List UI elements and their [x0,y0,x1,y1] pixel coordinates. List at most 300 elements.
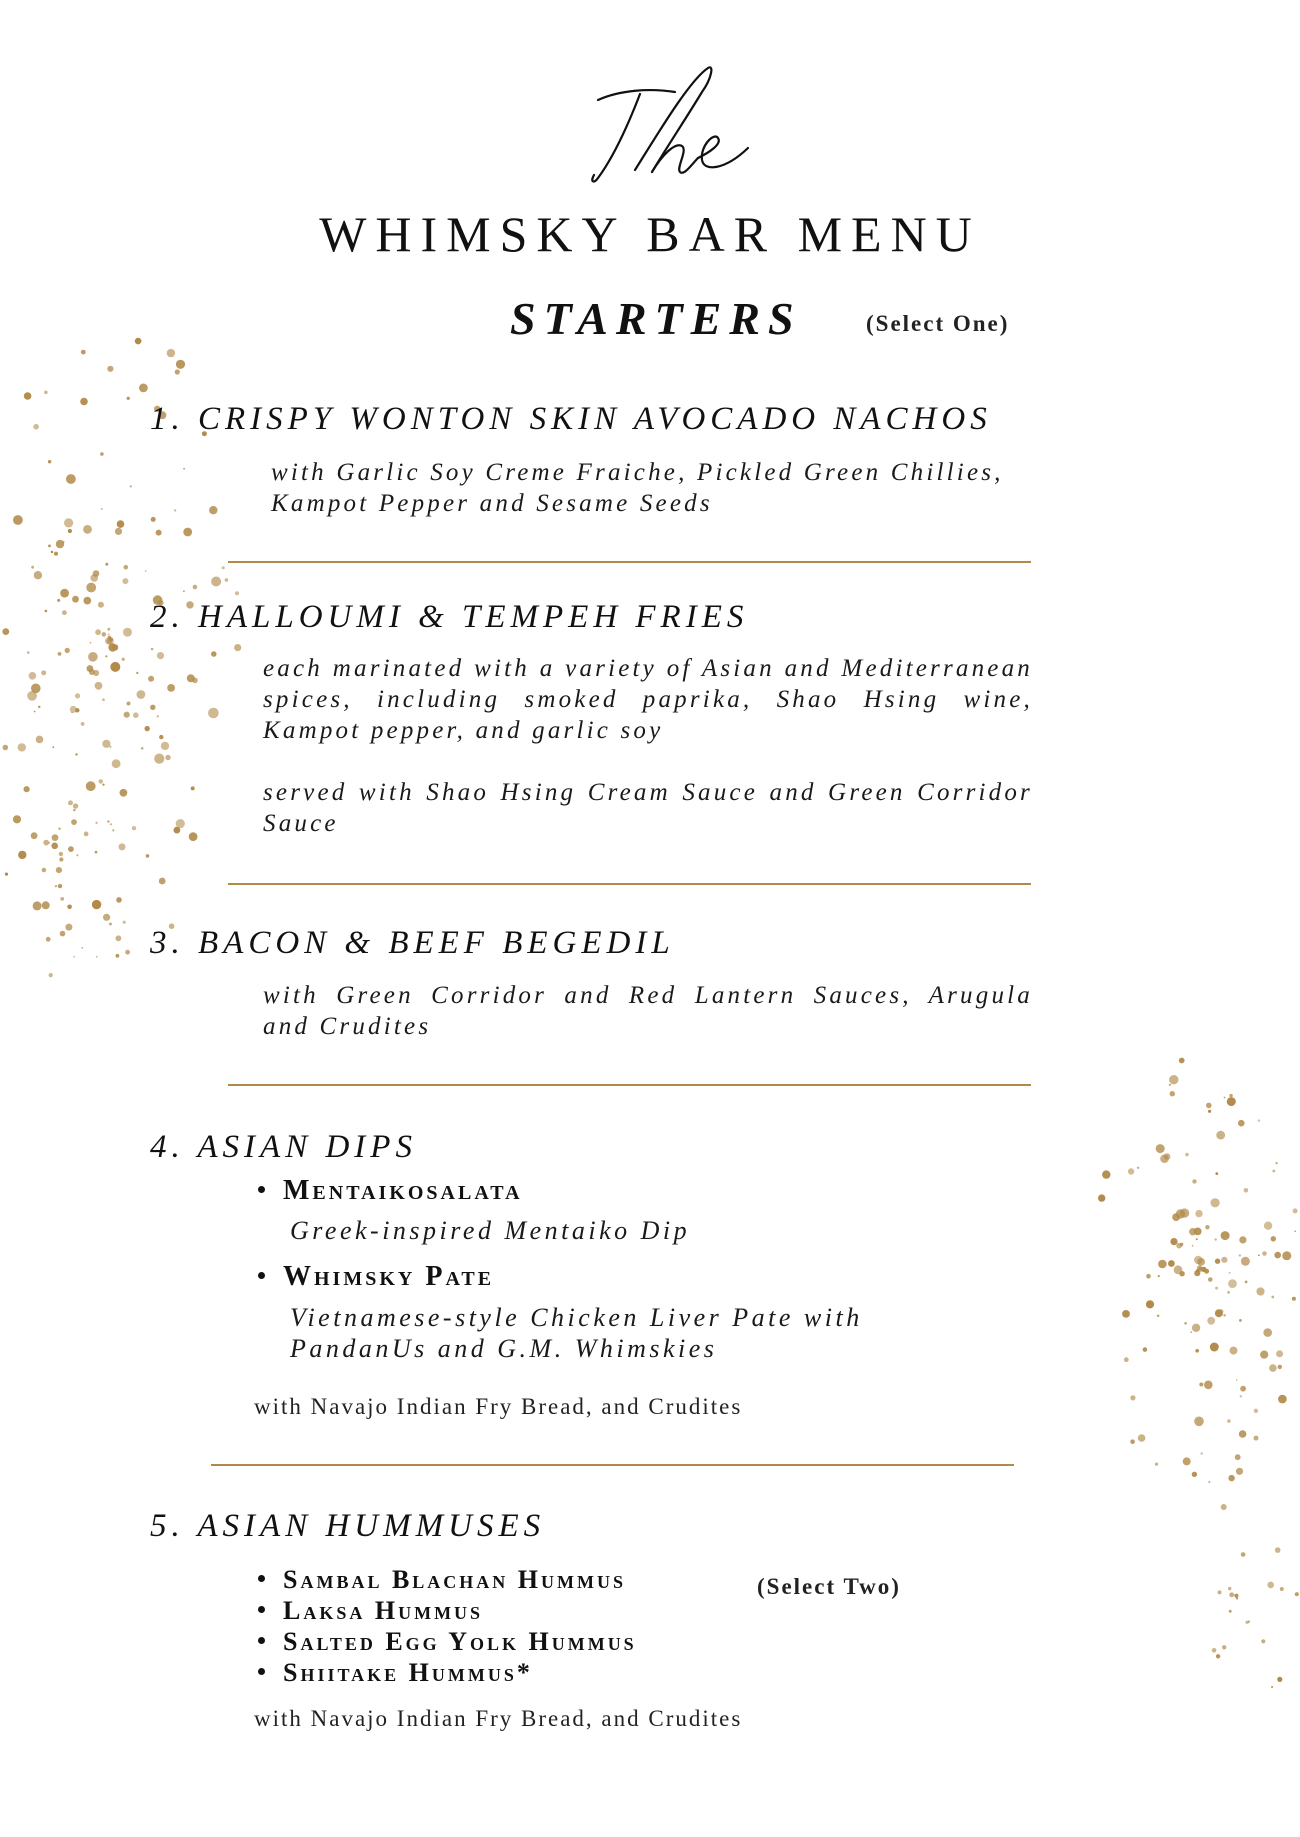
gold-speckle [1222,1645,1226,1649]
gold-speckle [66,474,76,484]
gold-speckle [101,508,103,510]
gold-speckle [107,820,109,822]
gold-speckle [81,350,86,355]
dip-name: Mentaikosalata [283,1175,523,1206]
gold-speckle [52,834,59,841]
gold-speckle [145,570,147,572]
gold-speckle [145,726,150,731]
gold-speckle [110,746,112,748]
gold-speckle [1195,1210,1202,1217]
gold-speckle [57,599,60,602]
hummus-name: Laksa Hummus [283,1596,484,1625]
gold-speckle [1155,1463,1158,1466]
gold-speckle [42,868,47,873]
gold-speckle [1204,1381,1213,1390]
gold-speckle [1218,1590,1222,1594]
gold-speckle [87,665,94,672]
gold-speckle [1258,1119,1260,1121]
gold-speckle [136,672,138,674]
gold-speckle [189,832,198,841]
gold-speckle [1164,1153,1171,1160]
hummus-list [258,1565,637,1689]
gold-speckle [1240,1386,1246,1392]
gold-speckle [1221,1231,1230,1240]
gold-speckle [31,832,38,839]
gold-speckle [90,642,92,644]
gold-speckle [1228,1475,1234,1481]
gold-speckle [1170,1091,1175,1096]
item-title-asian-hummuses: 5. ASIAN HUMMUSES [150,1508,546,1544]
gold-speckle [1234,1594,1238,1598]
item-title-nachos: 1. CRISPY WONTON SKIN AVOCADO NACHOS [150,401,992,437]
gold-speckle [75,753,77,755]
gold-speckle [75,693,80,698]
gold-speckle [1228,1279,1237,1288]
gold-speckle [80,398,88,406]
gold-speckle [1211,1198,1220,1207]
gold-speckle [1241,1552,1246,1557]
gold-speckle [1215,1172,1218,1175]
gold-speckle [65,648,70,653]
gold-speckle [93,670,99,676]
gold-speckle [1239,1254,1241,1256]
gold-speckle [1158,1260,1167,1269]
gold-speckle [33,424,39,430]
gold-speckle [1236,1379,1238,1381]
gold-speckle [62,610,67,615]
gold-speckle [18,743,26,751]
gold-speckle [1238,1120,1245,1127]
divider [228,883,1031,885]
gold-speckle [83,597,91,605]
gold-speckle [1156,1144,1165,1153]
gold-speckle [1261,1639,1265,1643]
gold-speckle [60,897,64,901]
gold-speckle [124,712,130,718]
gold-speckle [161,742,169,750]
gold-speckle [1262,1251,1267,1256]
gold-speckle [29,672,37,680]
gold-speckle [1194,1417,1204,1427]
gold-speckle [44,391,48,395]
gold-speckle [1229,1592,1234,1597]
gold-speckle [33,901,42,910]
gold-speckle [148,676,154,682]
gold-speckle [1239,1319,1242,1322]
gold-speckle [1208,1481,1210,1483]
gold-speckle [107,628,110,631]
gold-speckle [95,682,103,690]
gold-speckle [122,578,128,584]
gold-speckle [1130,1395,1135,1400]
gold-speckle [1295,1592,1299,1596]
gold-speckle [146,854,150,858]
gold-speckle [96,956,98,958]
gold-speckle [1207,1317,1215,1325]
gold-speckle [1240,1395,1242,1397]
gold-speckle [1216,1654,1220,1658]
gold-speckle [52,746,54,748]
gold-speckle [42,901,50,909]
gold-speckle [1212,1648,1217,1653]
gold-speckle [1192,1179,1196,1183]
bullet-icon [258,1575,265,1582]
gold-speckle [1293,1208,1298,1213]
gold-speckle [116,935,122,941]
gold-speckle [1208,1277,1213,1282]
gold-speckle [1254,1409,1258,1413]
gold-speckle [225,578,229,582]
gold-speckle [90,574,98,582]
gold-speckle [1169,1075,1178,1084]
gold-speckle [1143,1347,1148,1352]
gold-speckle [1122,1310,1130,1318]
gold-speckle [48,545,51,548]
gold-speckle [174,509,176,511]
gold-speckle [157,652,164,659]
gold-speckle [1138,1434,1146,1442]
gold-speckle [208,708,219,719]
gold-speckle [73,803,78,808]
section-title-starters: STARTERS [510,293,802,344]
gold-speckle [167,349,175,357]
gold-speckle [3,745,9,751]
gold-speckle [43,840,49,846]
gold-speckle [1179,1271,1184,1276]
gold-speckle [1271,1686,1273,1688]
gold-speckle [1282,1251,1291,1260]
gold-speckle [112,759,121,768]
gold-speckle [88,652,98,662]
script-the-logo [580,60,760,190]
gold-speckle [235,591,239,595]
gold-speckle [107,366,113,372]
gold-speckle [45,610,48,613]
dip-desc: Vietnamese-style Chicken Liver Pate with PandanUs and G.M. Whimskies [290,1303,863,1363]
dip-desc: Greek-inspired Mentaiko Dip [290,1216,691,1245]
gold-speckle [1271,1236,1276,1241]
gold-speckle [48,460,51,463]
gold-speckle [119,843,126,850]
gold-speckle [54,552,58,556]
gold-speckle [1184,1322,1187,1325]
gold-speckle [68,846,74,852]
gold-speckle [70,706,77,713]
gold-speckle [222,566,225,569]
gold-speckle [103,914,110,921]
gold-speckle [1271,1296,1274,1299]
gold-speckle [165,755,170,760]
gold-speckle [1130,1439,1135,1444]
gold-speckle [211,651,217,657]
gold-speckle [1227,1419,1231,1423]
gold-speckle [27,651,30,654]
gold-speckle [127,702,131,706]
gold-speckle [139,384,148,393]
gold-speckle [167,684,175,692]
gold-speckle [133,712,139,718]
hummus-item [258,1565,637,1596]
gold-speckle [1098,1194,1105,1201]
gold-speckle [110,662,120,672]
gold-speckle [1215,1287,1218,1290]
gold-speckle [176,360,185,369]
gold-speckle [1254,1436,1259,1441]
gold-speckle [1274,1252,1281,1259]
gold-speckle [102,740,110,748]
gold-speckle [84,832,89,837]
gold-speckle [67,905,72,910]
gold-speckle [191,786,195,790]
gold-speckle [150,705,155,710]
gold-speckle [99,779,103,783]
item-title-asian-dips: 4. ASIAN DIPS [150,1129,417,1165]
gold-speckle [1169,1084,1171,1086]
gold-speckle [51,551,53,553]
gold-speckle [117,520,125,528]
gold-speckle [36,736,44,744]
hummus-name: Sambal Blachan Hummus [283,1565,627,1594]
gold-speckle [1227,1291,1230,1294]
gold-speckle [1223,1314,1226,1317]
gold-speckle [59,852,63,856]
gold-speckle [73,956,75,958]
gold-speckle [1170,1238,1177,1245]
gold-speckle [111,638,113,640]
select-one-note: (Select One) [866,311,1010,336]
gold-speckle [1194,1228,1202,1236]
gold-speckle [1276,1350,1283,1357]
gold-speckle [1239,1236,1246,1243]
gold-speckle [92,900,101,909]
gold-speckle [1230,1347,1238,1355]
gold-speckle [1292,1297,1296,1301]
gold-speckle [1176,1209,1185,1218]
gold-speckle [1215,1238,1217,1240]
gold-speckle [95,822,97,824]
gold-speckle [116,897,122,903]
gold-speckle [81,947,83,949]
gold-speckle [1146,1274,1151,1279]
gold-speckle [1275,1547,1281,1553]
gold-speckle [154,754,164,764]
gold-speckle [1221,1504,1227,1510]
gold-speckle [2,628,9,635]
gold-speckle [1210,1343,1219,1352]
item-title-halloumi-fries: 2. HALLOUMI & TEMPEH FRIES [150,599,749,635]
gold-speckle [141,747,144,750]
gold-speckle [108,643,116,651]
gold-speckle [5,873,8,876]
gold-speckle [1176,1243,1182,1249]
gold-speckle [1198,1267,1203,1272]
gold-speckle [211,577,221,587]
gold-speckle [1278,1365,1282,1369]
gold-speckle [98,602,104,608]
gold-speckle [34,711,36,713]
dip-item-mentaikosalata [258,1175,523,1207]
gold-speckle [1229,1094,1232,1097]
gold-speckle [108,636,111,639]
gold-speckle [151,648,154,651]
gold-speckle [1146,1300,1154,1308]
gold-speckle [1179,1058,1185,1064]
item-desc-begedil: with Green Corridor and Red Lantern Sauces, Arugula and Crudites [263,982,1033,1040]
gold-speckle [135,338,142,345]
item-desc-nachos: with Garlic Soy Creme Fraiche, Pickled Green Chillies, Kampot Pepper and Sesame Seeds [271,459,1004,517]
gold-speckle [122,658,125,661]
gold-speckle [46,937,51,942]
hummus-name: Shiitake Hummus* [283,1658,533,1687]
bullet-icon [258,1637,265,1644]
gold-speckle [1183,1457,1191,1465]
gold-speckle [34,571,42,579]
select-two-note: (Select Two) [757,1574,901,1599]
gold-speckle [183,468,185,470]
gold-speckle [1224,1097,1226,1099]
gold-speckle [112,829,114,831]
gold-speckle [1228,1587,1231,1590]
gold-speckle [127,397,130,400]
gold-speckle [1256,1287,1264,1295]
gold-speckle [187,674,195,682]
gold-speckle [41,670,46,675]
gold-speckle [159,735,163,739]
gold-speckle [105,655,107,657]
gold-speckle [1206,1103,1212,1109]
gold-speckle [1196,1238,1198,1240]
gold-speckle [1216,1131,1225,1140]
gold-speckle [183,590,185,592]
gold-speckle [1195,1349,1199,1353]
gold-speckle [115,528,122,535]
hummus-accompaniment-note: with Navajo Indian Fry Bread, and Crudites [254,1706,743,1731]
gold-speckle [49,973,53,977]
dips-accompaniment-note: with Navajo Indian Fry Bread, and Crudites [254,1394,743,1419]
gold-speckle [31,566,34,569]
bullet-icon [258,1186,265,1193]
gold-speckle [56,867,62,873]
gold-speckle [1197,1258,1205,1266]
bullet-icon [258,1606,265,1613]
gold-speckle [13,515,23,525]
gold-speckle [159,878,166,885]
gold-speckle [1236,1468,1243,1475]
gold-speckle [125,950,130,955]
gold-speckle [1227,1097,1236,1106]
item-title-begedil: 3. BACON & BEEF BEGEDIL [150,925,675,961]
gold-speckle [48,842,50,844]
gold-speckle [1263,1328,1272,1337]
gold-speckle [81,722,85,726]
gold-speckle [183,528,192,537]
gold-speckle [73,809,75,811]
gold-speckle [1185,1153,1189,1157]
gold-speckle [110,823,112,825]
gold-speckle [1208,1110,1211,1113]
gold-speckle [1244,1188,1249,1193]
gold-speckle [13,815,21,823]
gold-speckle [1277,1677,1282,1682]
gold-speckle [1229,1272,1231,1274]
gold-speckle [1124,1357,1129,1362]
gold-speckle [100,452,104,456]
item-desc-halloumi-sauces: served with Shao Hsing Cream Sauce and Green Corridor Sauce [263,779,1033,837]
item-desc-halloumi-fries: each marinated with a variety of Asian and Mediterranean spices, including smoked paprika, Shao Hsing wine, Kampot pepper, and garlic soy [263,655,1033,744]
gold-speckle [116,954,120,958]
gold-speckle [105,563,108,566]
gold-speckle [124,565,129,570]
gold-speckle [1215,1259,1220,1264]
gold-speckle [71,819,77,825]
gold-speckle [1276,1162,1278,1164]
gold-speckle [120,789,128,797]
gold-speckle [156,530,162,536]
gold-speckle [58,652,62,656]
gold-speckle [1128,1168,1134,1174]
gold-speckle [102,784,104,786]
hummus-item [258,1596,637,1627]
gold-speckle [65,924,72,931]
gold-speckle [193,585,198,590]
gold-speckle [1192,1472,1197,1477]
divider [228,1084,1031,1086]
hummus-name: Salted Egg Yolk Hummus [283,1627,637,1656]
gold-speckle [24,786,30,792]
gold-speckle [1280,1587,1284,1591]
gold-speckle [95,851,98,854]
gold-speckle [102,632,107,637]
divider [228,561,1031,563]
gold-speckle [151,517,156,522]
gold-speckle [1201,1452,1203,1454]
divider [211,1464,1014,1466]
gold-speckle [1241,1257,1250,1266]
gold-speckle [234,644,241,651]
gold-speckle [1264,1222,1272,1230]
gold-speckle [60,589,69,598]
gold-speckle [137,690,146,699]
gold-speckle [60,931,66,937]
gold-speckle [64,518,73,527]
gold-speckle [123,921,126,924]
gold-speckle [51,843,58,850]
dip-item-whimsky-pate [258,1261,494,1293]
gold-speckle [1269,1364,1277,1372]
gold-speckle [86,781,96,791]
gold-speckle [38,706,40,708]
gold-speckle [72,596,79,603]
gold-speckle [31,684,41,694]
gold-speckle [83,525,92,534]
gold-speckle [1221,1257,1227,1263]
gold-speckle [18,851,26,859]
gold-speckle [1245,1281,1248,1284]
gold-speckle [1204,1269,1209,1274]
gold-speckle [174,827,181,834]
gold-speckle [109,923,112,926]
gold-speckle [102,698,105,701]
gold-speckle [1267,1582,1274,1589]
gold-speckle [1272,1170,1275,1173]
gold-speckle [1192,1245,1194,1247]
gold-speckle [58,828,60,830]
gold-speckle [1294,1231,1296,1233]
gold-speckle [108,634,110,636]
hummus-item [258,1658,637,1689]
gold-speckle [1192,1324,1200,1332]
gold-speckle [1246,1621,1249,1624]
